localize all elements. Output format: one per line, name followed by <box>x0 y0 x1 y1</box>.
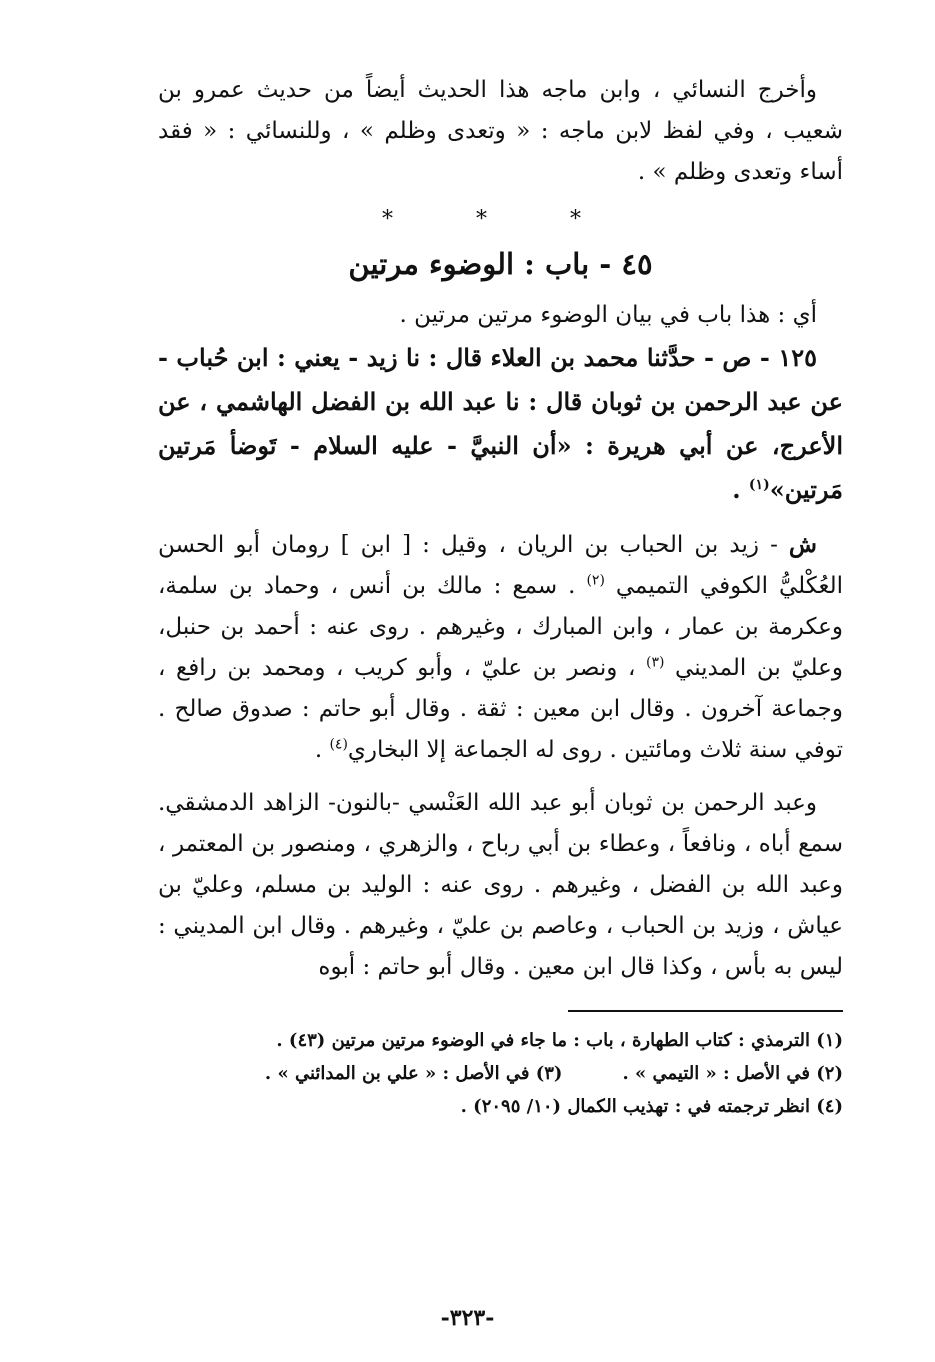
footnote-4: (٤) انظر ترجمته في : تهذيب الكمال (١٠/ ٢٠٩٥) . <box>460 1096 843 1117</box>
footnote-ref-2: (٢) <box>586 572 605 589</box>
page-body <box>158 70 843 1123</box>
spacer <box>158 512 843 524</box>
hadith-text <box>158 336 843 512</box>
hadith-end: . <box>732 475 749 504</box>
commentary-text-b: . سمع : مالك بن أنس ، وحماد بن سلمة، وعكرمة بن عمار ، وابن المبارك ، وغيرهم . روى عنه : أحمد بن حنبل، وعليّ بن المديني <box>158 573 843 681</box>
commentary-end: . <box>314 737 330 763</box>
footnote-3: (٣) في الأصل : « علي بن المدائني » . <box>264 1063 563 1084</box>
chapter-heading: ٤٥ - باب : الوضوء مرتين <box>348 247 653 281</box>
page-number: -٣٢٣- <box>440 1305 495 1331</box>
footnote-divider <box>568 1010 843 1012</box>
footnote-row <box>158 1057 843 1090</box>
footnote-1: (١) الترمذي : كتاب الطهارة ، باب : ما جاء في الوضوء مرتين مرتين (٤٣) . <box>276 1030 843 1051</box>
commentary-paragraph-2: وعبد الرحمن بن ثوبان أبو عبد الله العَنْسي -بالنون- الزاهد الدمشقي. سمع أباه ، ونافعاً ، وعطاء بن أبي رباح ، والزهري ، ومنصور بن المعتمر ، وعبد الله بن الفضل ، وغيرهم . روى عنه : الوليد بن مسلم، وعليّ بن عياش ، وزيد بن الحباب ، وعاصم بن عليّ ، وغيرهم . وقال ابن المديني : ليس به بأس ، وكذا قال ابن معين . وقال أبو حاتم : أبوه <box>158 790 843 980</box>
hadith-body: ١٢٥ - ص - حدَّثنا محمد بن العلاء قال : نا زيد - يعني : ابن حُباب - عن عبد الرحمن بن ثوبان قال : نا عبد الله بن الفضل الهاشمي ، عن الأعرج، عن أبي هريرة : «أن النبيَّ - عليه السلام - تَوضأ مَرتين مَرتين» <box>158 343 843 504</box>
footnote-ref-3: (٣) <box>645 654 665 671</box>
commentary-paragraph-1 <box>158 524 843 771</box>
commentary-label: ش <box>788 531 817 558</box>
section-separator: * * * <box>382 207 619 232</box>
footnote-ref-4: (٤) <box>329 736 348 753</box>
intro-paragraph: وأخرج النسائي ، وابن ماجه هذا الحديث أيضاً من حديث عمرو بن شعيب ، وفي لفظ لابن ماجه : « وتعدى وظلم » ، وللنسائي : « فقد أساء وتعدى وظلم » . <box>158 77 843 185</box>
chapter-explanation: أي : هذا باب في بيان الوضوء مرتين مرتين . <box>399 302 817 328</box>
commentary-text-a: - زيد بن الحباب بن الريان ، وقيل : [ ابن ] رومان أبو الحسن العُكْليُّ الكوفي التميمي <box>158 532 843 599</box>
spacer <box>158 771 843 783</box>
footnote-ref-1: (١) <box>748 477 770 493</box>
commentary-text-c: ، ونصر بن عليّ ، وأبو كريب ، ومحمد بن رافع ، وجماعة آخرون . وقال ابن معين : ثقة . وقال أبو حاتم : صدوق صالح . توفي سنة ثلاث ومائتين . روى له الجماعة إلا البخاري <box>158 655 843 763</box>
footnote-2: (٢) في الأصل : « التيمي » . <box>622 1063 843 1084</box>
